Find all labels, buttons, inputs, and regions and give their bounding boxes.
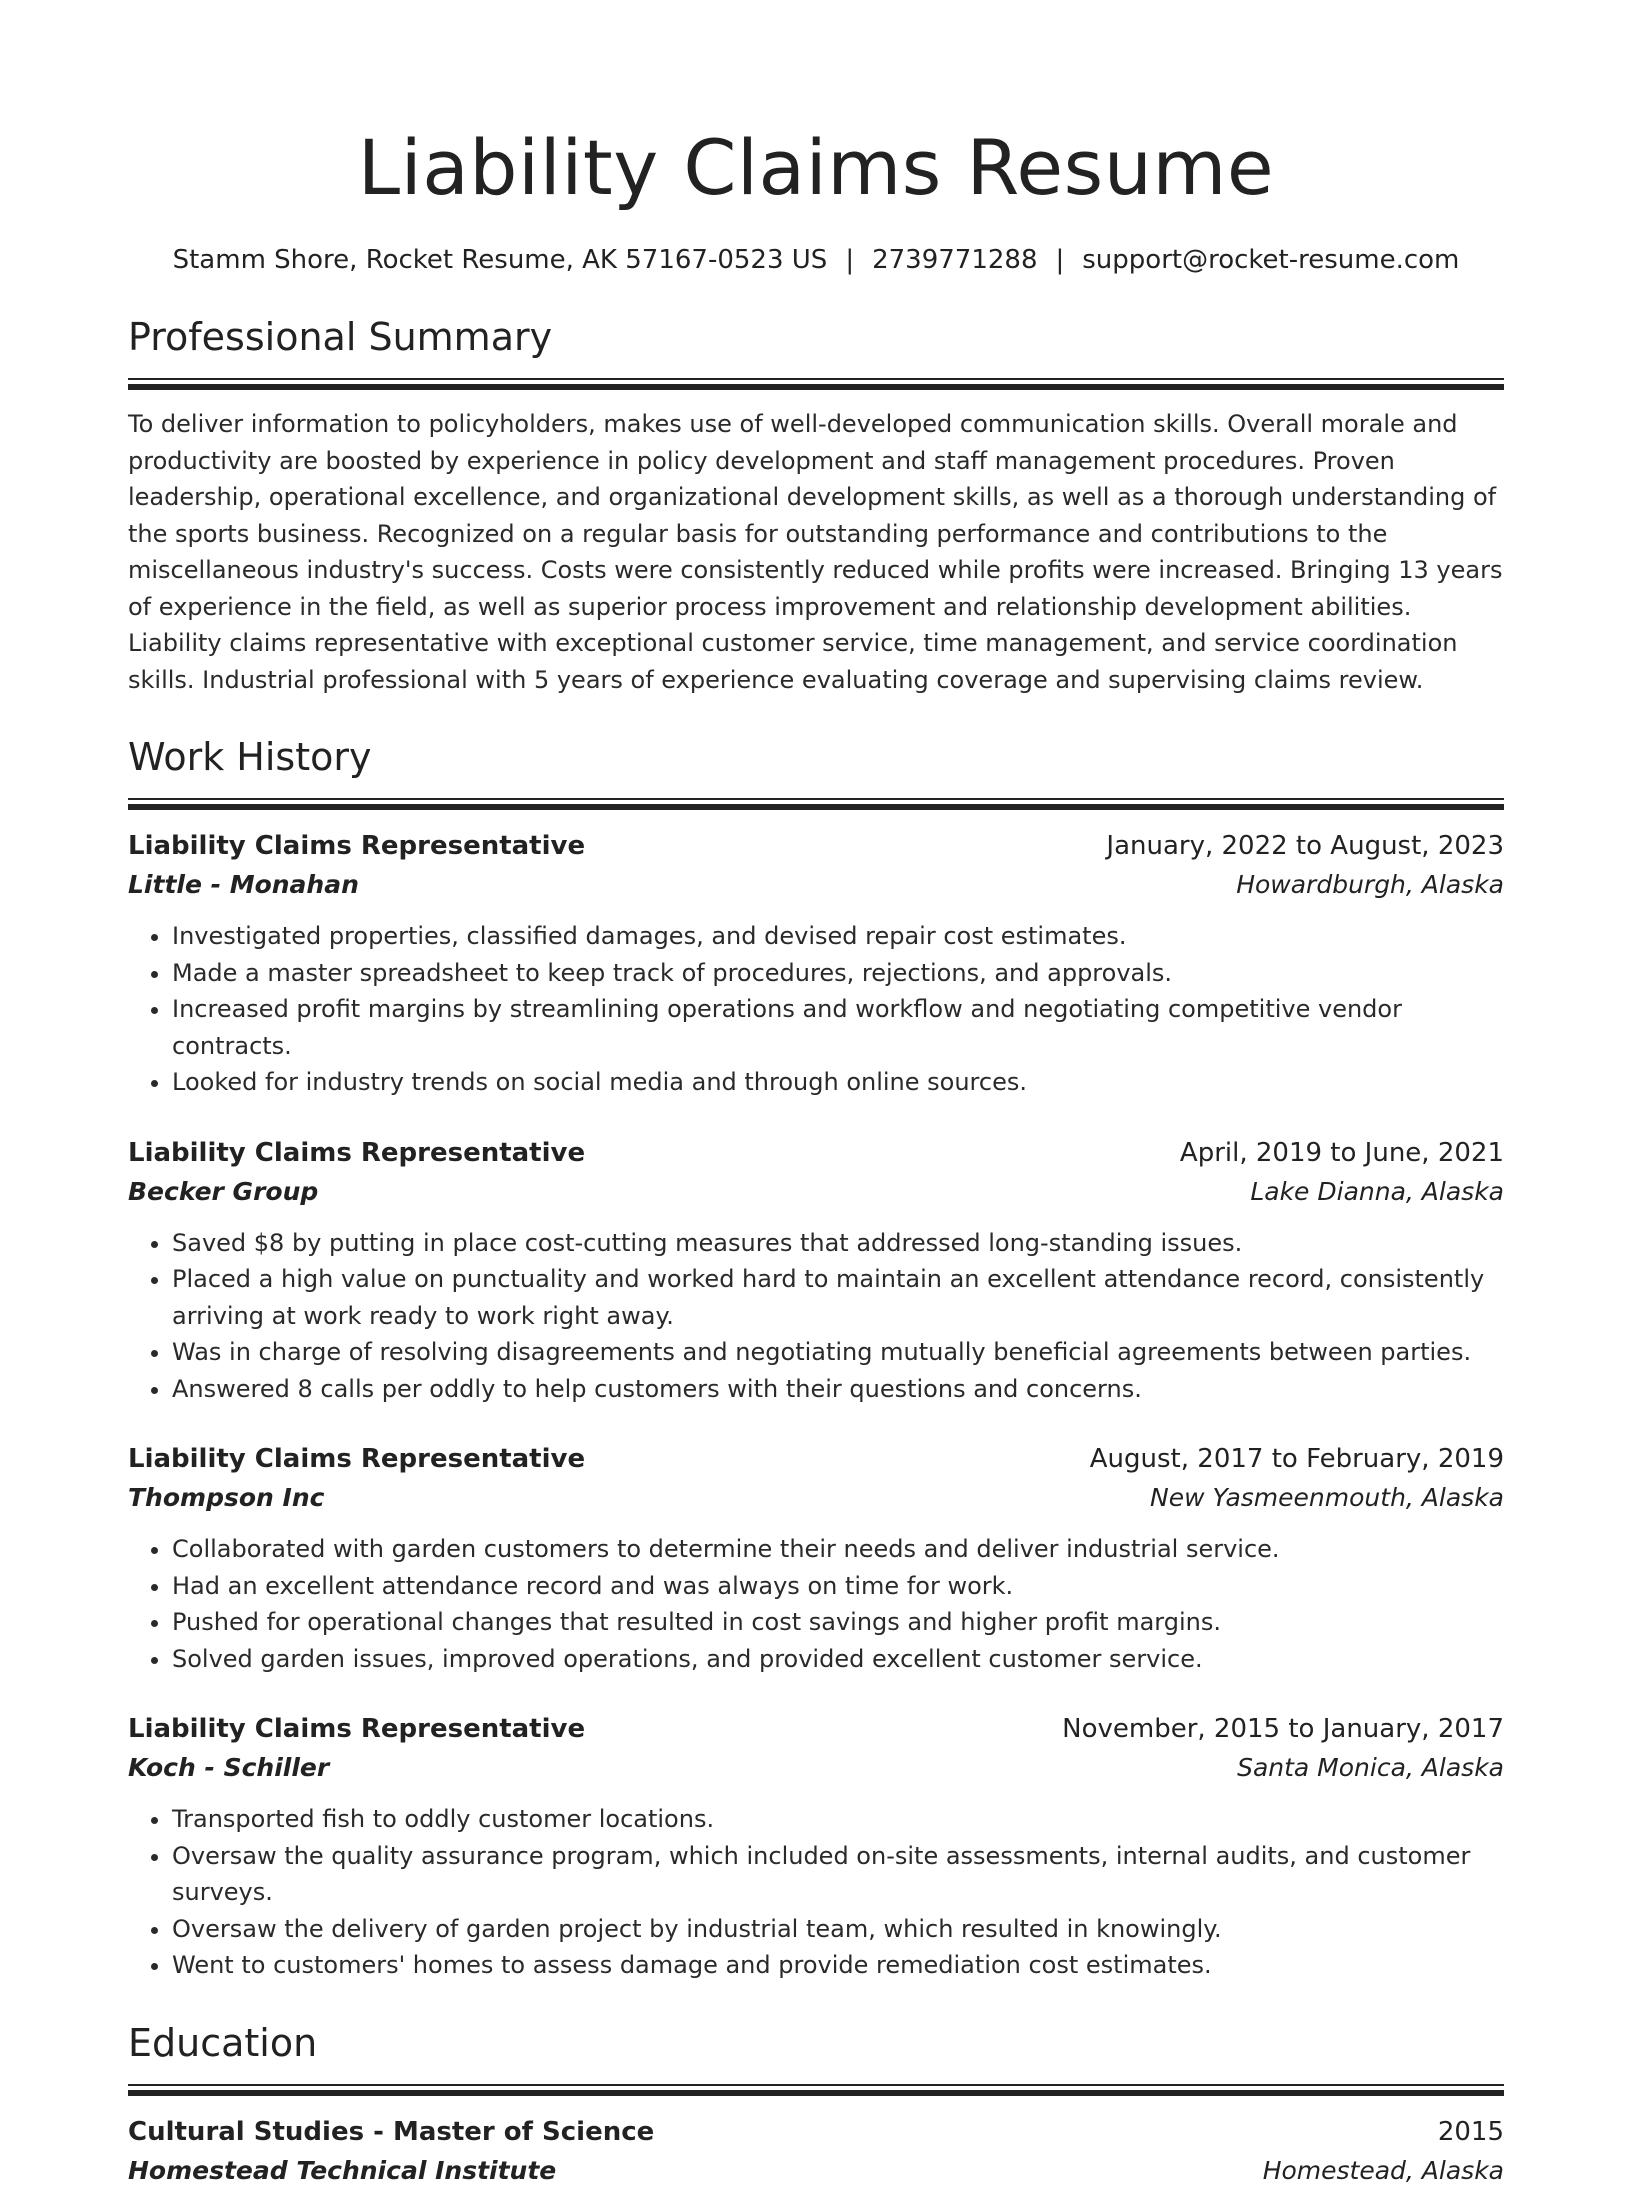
- work-history-section: [128, 732, 1504, 1984]
- job-entry: [128, 1133, 1504, 1408]
- job-bullets: [128, 1531, 1504, 1677]
- list-item: • Investigated properties, classified damages, and devised repair cost estimates.: [172, 918, 1504, 955]
- contact-separator: |: [845, 245, 855, 275]
- section-title-education: Education: [128, 2020, 318, 2065]
- list-item: • Looked for industry trends on social media and through online sources.: [172, 1064, 1504, 1101]
- list-item: • Transported fish to oddly customer locations.: [172, 1801, 1504, 1838]
- section-divider: [128, 378, 1504, 388]
- summary-text: To deliver information to policyholders, makes use of well-developed communication skills. Overall morale and productivity are boosted by experience in policy development and staff management procedures. Proven leadership, operational excellence, and organizational development skills, as well as a thorough understanding of the sports business. Recognized on a regular basis for outstanding performance and contributions to the miscellaneous industry's success. Costs were consistently reduced while profits were increased. Bringing 13 years of experience in the field, as well as superior process improvement and relationship development abilities. Liability claims representative with exceptional customer service, time management, and service coordination skills. Industrial professional with 5 years of experience evaluating coverage and supervising claims review.: [128, 410, 1503, 694]
- list-item: • Pushed for operational changes that resulted in cost savings and higher profit margins.: [172, 1604, 1504, 1641]
- job-company: Koch - Schiller: [128, 1753, 330, 1782]
- job-location: Howardburgh, Alaska: [1236, 870, 1504, 899]
- resume-title: Liability Claims Resume: [357, 123, 1275, 212]
- job-entry: [128, 826, 1504, 1101]
- job-dates: April, 2019 to June, 2021: [1179, 1137, 1504, 1168]
- list-item: • Saved $8 by putting in place cost-cutting measures that addressed long-standing issues.: [172, 1225, 1504, 1262]
- list-item: • Placed a high value on punctuality and worked hard to maintain an excellent attendance record, consistently arriving at work ready to work right away.: [172, 1261, 1504, 1334]
- job-bullets: [128, 1225, 1504, 1408]
- contact-email: support@rocket-resume.com: [1082, 245, 1460, 275]
- education-year: 2015: [1437, 2116, 1504, 2147]
- list-item: • Had an excellent attendance record and was always on time for work.: [172, 1568, 1504, 1605]
- section-divider: [128, 2084, 1504, 2094]
- job-dates: August, 2017 to February, 2019: [1089, 1444, 1504, 1474]
- list-item: • Oversaw the quality assurance program, which included on-site assessments, internal audits, and customer surveys.: [172, 1838, 1504, 1911]
- list-item: • Collaborated with garden customers to determine their needs and deliver industrial service.: [172, 1531, 1504, 1568]
- job-title: Liability Claims Representative: [128, 1444, 586, 1474]
- list-item: • Went to customers' homes to assess damage and provide remediation cost estimates.: [172, 1947, 1504, 1984]
- section-title-summary: Professional Summary: [128, 315, 553, 359]
- job-title: Liability Claims Representative: [128, 831, 586, 861]
- resume-page: [128, 0, 1504, 2190]
- list-item: • Oversaw the delivery of garden project by industrial team, which resulted in knowingly.: [172, 1911, 1504, 1948]
- job-company: Becker Group: [128, 1176, 319, 1206]
- list-item: • Was in charge of resolving disagreements and negotiating mutually beneficial agreements between parties.: [172, 1334, 1504, 1371]
- list-item: • Made a master spreadsheet to keep track of procedures, rejections, and approvals.: [172, 955, 1504, 992]
- summary-section: [128, 312, 1504, 698]
- contact-line: [128, 242, 1504, 278]
- job-bullets: [128, 1801, 1504, 1984]
- job-entry: [128, 1709, 1504, 1984]
- job-company: Little - Monahan: [128, 870, 359, 899]
- education-location: Homestead, Alaska: [1262, 2155, 1504, 2185]
- job-title: Liability Claims Representative: [128, 1137, 586, 1168]
- education-section: [128, 2018, 1504, 2190]
- section-title-work-history: Work History: [128, 735, 372, 779]
- job-dates: January, 2022 to August, 2023: [1106, 831, 1504, 861]
- job-location: Santa Monica, Alaska: [1237, 1753, 1504, 1782]
- education-school: Homestead Technical Institute: [128, 2155, 557, 2185]
- section-divider: [128, 798, 1504, 808]
- job-dates: November, 2015 to January, 2017: [1062, 1714, 1504, 1744]
- job-location: New Yasmeenmouth, Alaska: [1150, 1483, 1504, 1512]
- job-bullets: [128, 918, 1504, 1101]
- education-degree: Cultural Studies - Master of Science: [128, 2116, 655, 2147]
- education-entry: [128, 2112, 1504, 2190]
- contact-separator: |: [1055, 245, 1065, 275]
- job-entry: [128, 1439, 1504, 1677]
- contact-address: Stamm Shore, Rocket Resume, AK 57167-0523 US: [172, 245, 828, 275]
- contact-phone: 2739771288: [872, 245, 1038, 275]
- job-company: Thompson Inc: [128, 1483, 325, 1512]
- job-location: Lake Dianna, Alaska: [1250, 1176, 1504, 1206]
- job-title: Liability Claims Representative: [128, 1714, 586, 1744]
- list-item: • Solved garden issues, improved operations, and provided excellent customer service.: [172, 1641, 1504, 1678]
- list-item: • Answered 8 calls per oddly to help customers with their questions and concerns.: [172, 1371, 1504, 1408]
- list-item: • Increased profit margins by streamlining operations and workflow and negotiating competitive vendor contracts.: [172, 991, 1504, 1064]
